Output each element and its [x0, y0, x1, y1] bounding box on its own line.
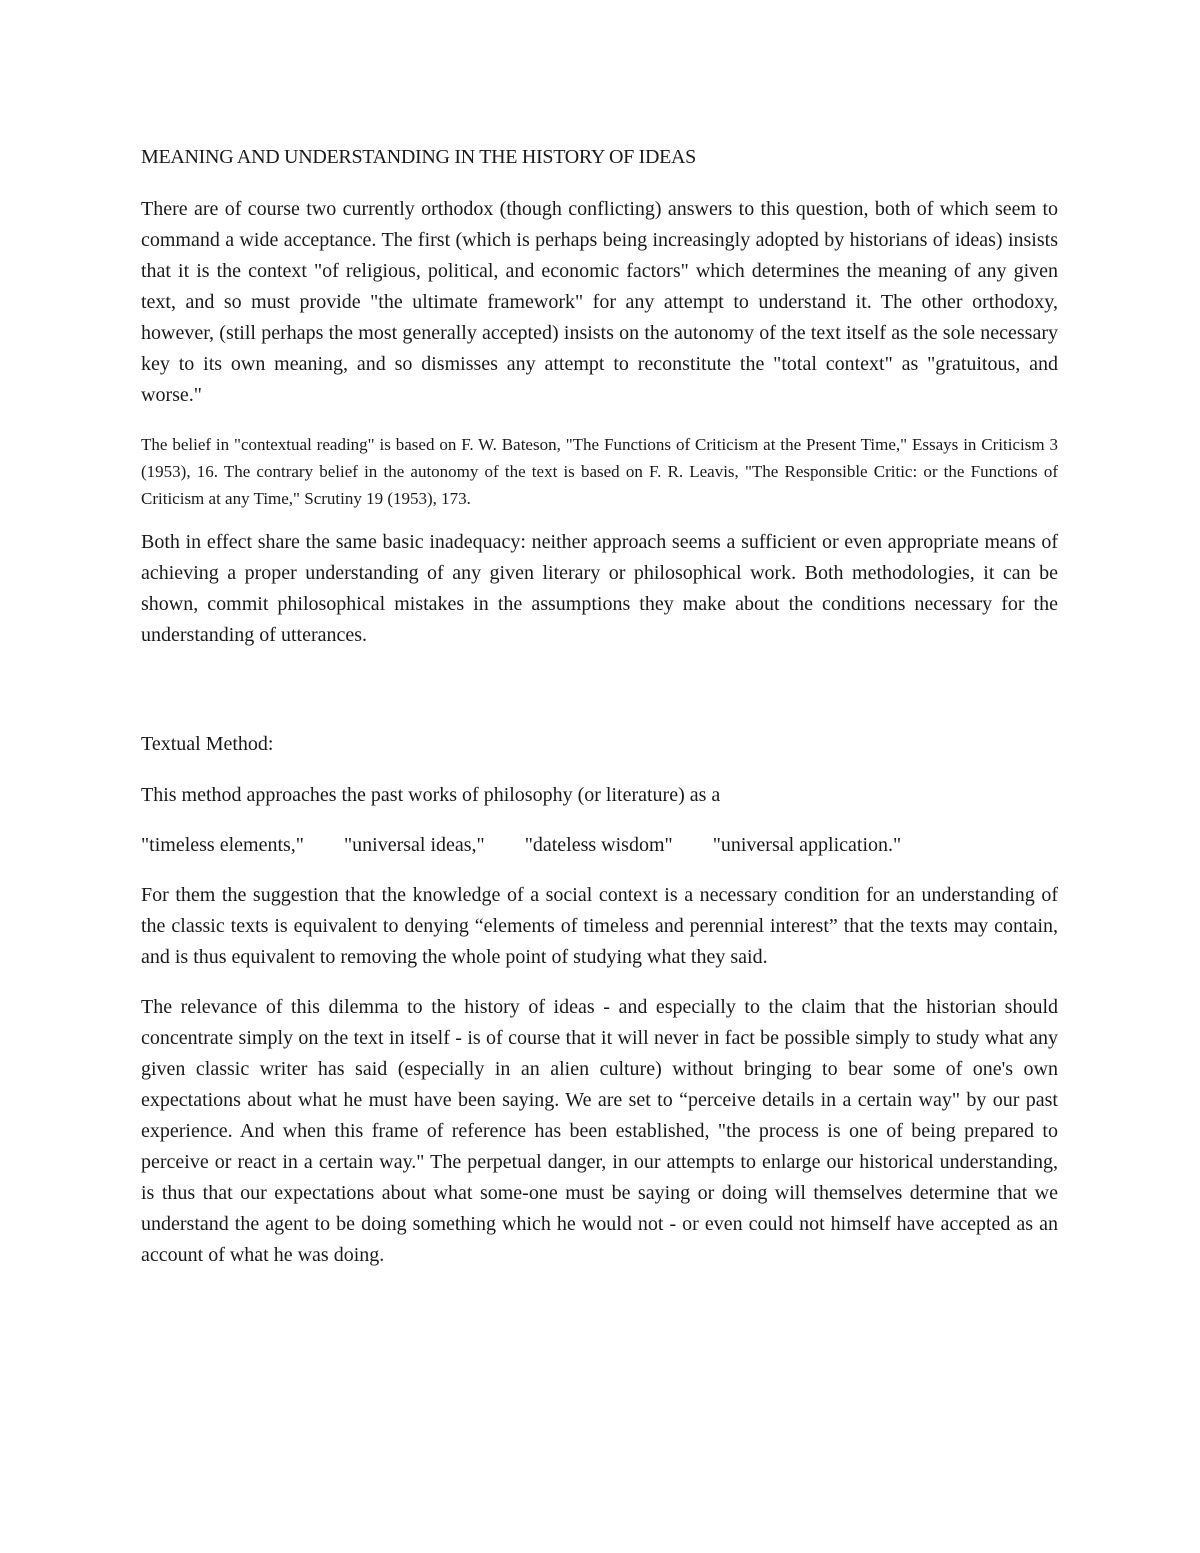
relevance-paragraph: The relevance of this dilemma to the history of ideas - and especially to the claim that the historian should concentrate simply on the text in itself - is of course that it will never in fact be possible simply to study what any given classic writer has said (especially in an alien culture) without bringing to bear some of one's own expectations about what he must have been saying. We are set to “perceive details in a certain way" by our past experience. And when this frame of reference has been established, "the process is one of being prepared to perceive or react in a certain way." The perpetual danger, in our attempts to enlarge our historical understanding, is thus that our expectations about what some-one must be saying or doing will themselves determine that we understand the agent to be doing something which he would not - or even could not himself have accepted as an account of what he was doing.: [141, 996, 1058, 1266]
phrase-list: [141, 830, 1058, 861]
phrase-item: "dateless wisdom": [524, 834, 673, 856]
phrase-item: "universal application.": [712, 834, 902, 856]
footnote-paragraph: The belief in "contextual reading" is based on F. W. Bateson, "The Functions of Criticism at the Present Time," Essays in Criticism 3 (1953), 16. The contrary belief in the autonomy of the text is based on F. R. Leavis, "The Responsible Critic: or the Functions of Criticism at any Time," Scrutiny 19 (1953), 173.: [141, 435, 1058, 508]
phrase-item: "universal ideas,": [343, 834, 485, 856]
method-paragraph: This method approaches the past works of philosophy (or literature) as a: [141, 784, 721, 806]
phrase-item: "timeless elements,": [141, 834, 304, 856]
section-heading: Textual Method:: [141, 733, 274, 755]
them-paragraph: For them the suggestion that the knowledge of a social context is a necessary condition for an understanding of the classic texts is equivalent to denying “elements of timeless and perennial interest” that the texts may contain, and is thus equivalent to removing the whole point of studying what they said.: [141, 884, 1058, 968]
document-page: [141, 138, 1058, 1271]
intro-paragraph: There are of course two currently orthodox (though conflicting) answers to this question, both of which seem to command a wide acceptance. The first (which is perhaps being increasingly adopted by historians of ideas) insists that it is the context "of religious, political, and economic factors" which determines the meaning of any given text, and so must provide "the ultimate framework" for any attempt to understand it. The other orthodoxy, however, (still perhaps the most generally accepted) insists on the autonomy of the text itself as the sole necessary key to its own meaning, and so dismisses any attempt to reconstitute the "total context" as "gratuitous, and worse.": [141, 198, 1058, 406]
inadequacy-paragraph: Both in effect share the same basic inadequacy: neither approach seems a sufficient or even appropriate means of achieving a proper understanding of any given literary or philosophical work. Both methodologies, it can be shown, commit philosophical mistakes in the assumptions they make about the conditions necessary for the understanding of utterances.: [141, 531, 1058, 646]
document-title: MEANING AND UNDERSTANDING IN THE HISTORY OF IDEAS: [141, 146, 696, 168]
